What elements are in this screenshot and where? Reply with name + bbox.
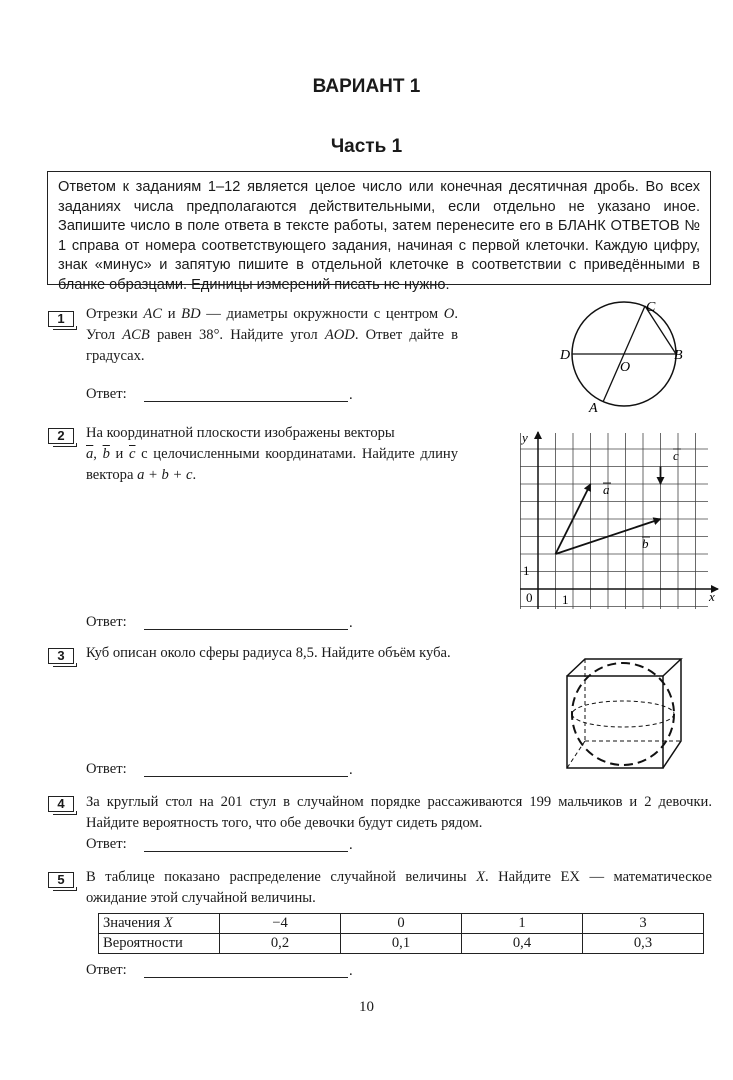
table-cell: −4 <box>220 914 341 934</box>
task-4-text: За круглый стол на 201 стул в случайном порядке рассаживаются 199 мальчиков и 2 девочки. Найдите вероятность того, что обе девочки будут сидеть рядом. <box>86 794 712 831</box>
answer-dot-4: . <box>349 837 353 853</box>
vector-grid-figure <box>510 428 728 614</box>
answer-dot-3: . <box>349 762 353 778</box>
answer-field-1[interactable] <box>144 401 348 402</box>
variant-title: ВАРИАНТ 1 <box>312 76 421 97</box>
answer-field-4[interactable] <box>144 851 348 852</box>
table-row <box>99 934 704 954</box>
answer-dot-2: . <box>349 615 353 631</box>
y-tick-label-1: 1 <box>523 563 530 578</box>
label-o: O <box>620 360 631 375</box>
answer-label-3: Ответ: <box>86 761 127 777</box>
task-number-2: 2 <box>48 428 74 444</box>
distribution-table <box>98 913 704 954</box>
instructions-box: Ответом к заданиям 1–12 является целое число или конечная десятичная дробь. Во всех заданиях числа предполагаются действительными, если отдельно не указано иное. Запишите число в поле ответа в тексте работы, затем перенесите его в БЛАНК ОТВЕТОВ № 1 справа от номера соответствующего задания, начиная с первой клеточки. Каждую цифру, знак «минус» и запятую пишите в отдельной клеточке в соответствии с приведёнными в бланке образцами. Единицы измерений писать не нужно. <box>47 171 711 285</box>
part-title: Часть 1 <box>330 136 403 157</box>
label-a: A <box>589 401 598 415</box>
y-axis-label: y <box>522 430 528 445</box>
task-1-text: Отрезки AC и BD — диаметры окружности с центром O. Угол ACB равен 38°. Найдите угол AOD. Ответ дайте в градусах. <box>86 306 458 364</box>
table-header-values: Значения X <box>99 914 220 934</box>
vec-b-symbol: $\overline{b}$ <box>102 446 110 462</box>
circle-figure <box>555 295 695 415</box>
vector-sum-expression: a + b + c <box>137 467 193 483</box>
answer-label-2: Ответ: <box>86 614 127 630</box>
sphere-equator <box>572 701 674 727</box>
vector-b-label: b <box>642 536 649 551</box>
label-c: C <box>646 300 656 315</box>
sphere <box>572 663 674 765</box>
task-number-1: 1 <box>48 311 74 327</box>
answer-dot-5: . <box>349 963 353 979</box>
answer-label-1: Ответ: <box>86 386 127 402</box>
vec-a-symbol: $\overline{a}$ <box>86 446 94 462</box>
answer-field-3[interactable] <box>144 776 348 777</box>
task-2-text: На координатной плоскости изображены векторы $\overline{a}$, $\overline{b}$ и $\overline{c}$ с целочисленными координатами. Найдите длину вектора a + b + c. <box>86 425 459 483</box>
answer-label-4: Ответ: <box>86 836 127 852</box>
page-number: 10 <box>359 999 374 1015</box>
cube-sphere-figure <box>548 648 698 778</box>
answer-label-5: Ответ: <box>86 962 127 978</box>
task-3-text: Куб описан около сферы радиуса 8,5. Найдите объём куба. <box>86 645 451 661</box>
task-number-5: 5 <box>48 872 74 888</box>
task-number-4: 4 <box>48 796 74 812</box>
table-cell: 0,3 <box>583 934 704 954</box>
label-d: D <box>560 348 571 363</box>
table-cell: 0,2 <box>220 934 341 954</box>
answer-field-5[interactable] <box>144 977 348 978</box>
origin-label: 0 <box>526 590 533 605</box>
answer-dot-1: . <box>349 387 353 403</box>
table-cell: 0,4 <box>462 934 583 954</box>
cube-front-face <box>567 676 663 768</box>
table-cell: 0 <box>341 914 462 934</box>
vector-a-label: a <box>603 482 610 497</box>
vec-c-symbol: $\overline{c}$ <box>129 446 136 462</box>
table-header-probabilities: Вероятности <box>99 934 220 954</box>
x-axis-label: x <box>709 589 715 604</box>
label-b: B <box>674 348 683 363</box>
x-tick-label-1: 1 <box>562 592 569 607</box>
task-5-text: В таблице показано распределение случайной величины X. Найдите EX — математическое ожидание этой случайной величины. <box>86 869 712 906</box>
answer-field-2[interactable] <box>144 629 348 630</box>
table-row <box>99 914 704 934</box>
table-cell: 3 <box>583 914 704 934</box>
vector-c-label: c <box>673 448 679 463</box>
table-cell: 1 <box>462 914 583 934</box>
table-cell: 0,1 <box>341 934 462 954</box>
task-number-3: 3 <box>48 648 74 664</box>
